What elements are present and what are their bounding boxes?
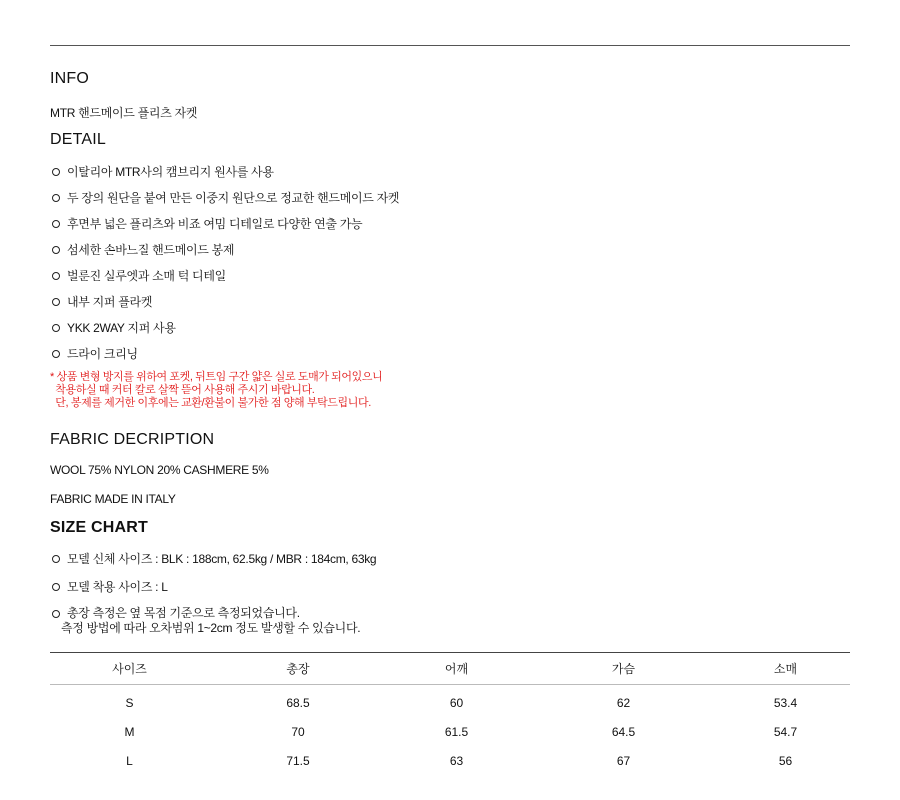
product-name: MTR 핸드메이드 플리츠 자켓 xyxy=(50,106,198,120)
circle-bullet-icon xyxy=(52,324,60,332)
model-info: 모델 신체 사이즈 : BLK : 188cm, 62.5kg / MBR : 184cm, 63kg xyxy=(52,550,376,567)
detail-item: 두 장의 원단을 붙여 만든 이중지 원단으로 정교한 핸드메이드 자켓 xyxy=(52,189,399,206)
table-cell: 53.4 xyxy=(773,695,798,710)
column-header: 소매 xyxy=(721,653,850,685)
size-chart-heading: SIZE CHART xyxy=(50,519,148,536)
care-warning xyxy=(50,371,382,410)
table-cell: 56 xyxy=(778,753,793,768)
circle-bullet-icon xyxy=(52,194,60,202)
table-cell: 64.5 xyxy=(611,724,636,739)
table-row xyxy=(50,746,850,775)
circle-bullet-icon xyxy=(52,583,60,591)
table-cell: L xyxy=(126,753,133,768)
column-header: 가슴 xyxy=(526,653,721,685)
table-cell: S xyxy=(125,695,134,710)
warning-line: * 상품 변형 방지를 위하여 포켓, 뒤트임 구간 얇은 실로 도매가 되어있으니 xyxy=(50,371,383,383)
table-row xyxy=(50,685,850,718)
circle-bullet-icon xyxy=(52,555,60,563)
detail-item: 섬세한 손바느질 핸드메이드 봉제 xyxy=(52,241,234,258)
detail-item: 드라이 크리닝 xyxy=(52,345,138,362)
detail-heading: DETAIL xyxy=(50,131,107,148)
table-cell: 60 xyxy=(449,695,464,710)
circle-bullet-icon xyxy=(52,298,60,306)
table-cell: 62 xyxy=(616,695,631,710)
measurement-note: 총장 측정은 옆 목점 기준으로 측정되었습니다. 측정 방법에 따라 오차범위 1~2cm 정도 발생할 수 있습니다. xyxy=(52,606,360,636)
detail-item: 후면부 넓은 플리츠와 비죠 여밈 디테일로 다양한 연출 가능 xyxy=(52,215,362,232)
warning-line: 착용하실 때 커터 칼로 살짝 뜯어 사용해 주시기 바랍니다. xyxy=(50,384,315,396)
table-cell: 61.5 xyxy=(444,724,469,739)
info-heading: INFO xyxy=(50,70,90,87)
table-row xyxy=(50,717,850,746)
detail-item: 이탈리아 MTR사의 캠브리지 원사를 사용 xyxy=(52,163,274,180)
circle-bullet-icon xyxy=(52,272,60,280)
circle-bullet-icon xyxy=(52,350,60,358)
fabric-heading: FABRIC DECRIPTION xyxy=(50,431,215,448)
circle-bullet-icon xyxy=(52,220,60,228)
detail-item: 내부 지퍼 플라켓 xyxy=(52,293,152,310)
warning-line: 단, 봉제를 제거한 이후에는 교환/환불이 불가한 점 양해 부탁드립니다. xyxy=(50,397,371,409)
table-cell: 63 xyxy=(449,753,464,768)
column-header: 사이즈 xyxy=(50,653,209,685)
table-header-row xyxy=(50,653,850,685)
detail-item: YKK 2WAY 지퍼 사용 xyxy=(52,319,176,336)
top-divider xyxy=(50,45,850,46)
table-cell: 67 xyxy=(616,753,631,768)
table-cell: 54.7 xyxy=(773,724,798,739)
circle-bullet-icon xyxy=(52,610,60,618)
column-header: 총장 xyxy=(209,653,387,685)
table-cell: 71.5 xyxy=(286,753,310,768)
table-cell: M xyxy=(124,724,135,739)
fabric-composition: WOOL 75% NYLON 20% CASHMERE 5% xyxy=(50,463,269,477)
detail-item: 벌룬진 실루엣과 소매 턱 디테일 xyxy=(52,267,226,284)
circle-bullet-icon xyxy=(52,246,60,254)
table-cell: 68.5 xyxy=(286,695,310,710)
column-header: 어깨 xyxy=(387,653,526,685)
model-size: 모델 착용 사이즈 : L xyxy=(52,578,168,595)
table-cell: 70 xyxy=(291,724,305,739)
circle-bullet-icon xyxy=(52,168,60,176)
fabric-origin: FABRIC MADE IN ITALY xyxy=(50,492,176,506)
size-table xyxy=(50,652,850,775)
